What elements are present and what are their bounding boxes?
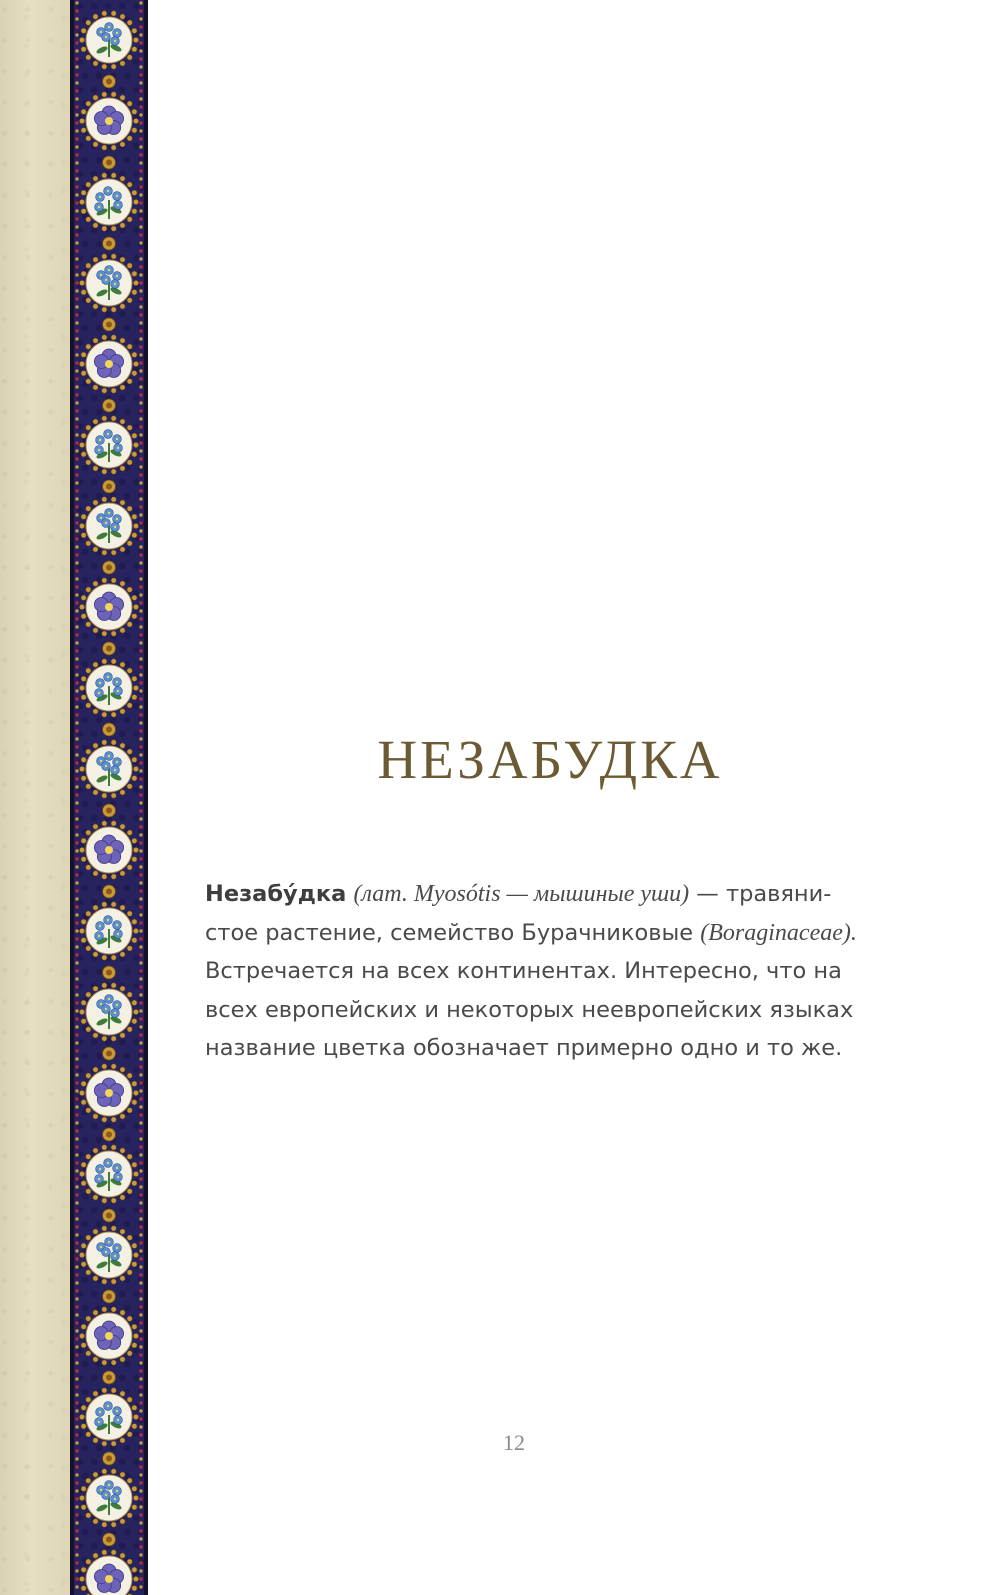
rosette-icon [103, 1290, 116, 1303]
paragraph-text-5: название цветка обозначает примерно одно и то же. [205, 1035, 843, 1061]
ornamental-border-ribbon [70, 0, 148, 1595]
rosette-icon [103, 1209, 116, 1222]
rosette-icon [103, 804, 116, 817]
rosette-icon [103, 318, 116, 331]
paragraph-text-2: стое растение, семейство Бурачниковые [205, 919, 701, 946]
description-paragraph [205, 875, 885, 1068]
rosette-icon [103, 1533, 116, 1546]
term-name: Незабу́дка [205, 881, 347, 907]
rosette-icon [103, 156, 116, 169]
rosette-icon [103, 480, 116, 493]
page-number: 12 [503, 1430, 525, 1455]
rosette-icon [103, 642, 116, 655]
rosette-icon [103, 75, 116, 88]
paper-texture-strip [0, 0, 70, 1595]
rosette-icon [103, 1128, 116, 1141]
paragraph-text-4: всех европейских и некоторых неевропейских языках [205, 996, 854, 1023]
rosette-icon [103, 1047, 116, 1060]
rosette-icon [103, 966, 116, 979]
rosette-icon [103, 237, 116, 250]
rosette-icon [103, 1371, 116, 1384]
latin-note: (лат. Myosótis — мышиные уши) [353, 881, 690, 907]
chapter-title: НЕЗАБУДКА [377, 729, 723, 790]
paragraph-text-3: Встречается на всех континентах. Интересно, что на [205, 958, 842, 984]
rosette-icon [103, 885, 116, 898]
family-latin-name: (Boraginaceae). [700, 919, 857, 946]
rosette-icon [103, 1452, 116, 1465]
rosette-icon [103, 399, 116, 412]
rosette-icon [103, 561, 116, 574]
rosette-icon [103, 723, 116, 736]
paragraph-text-1: — травяни- [689, 881, 832, 907]
